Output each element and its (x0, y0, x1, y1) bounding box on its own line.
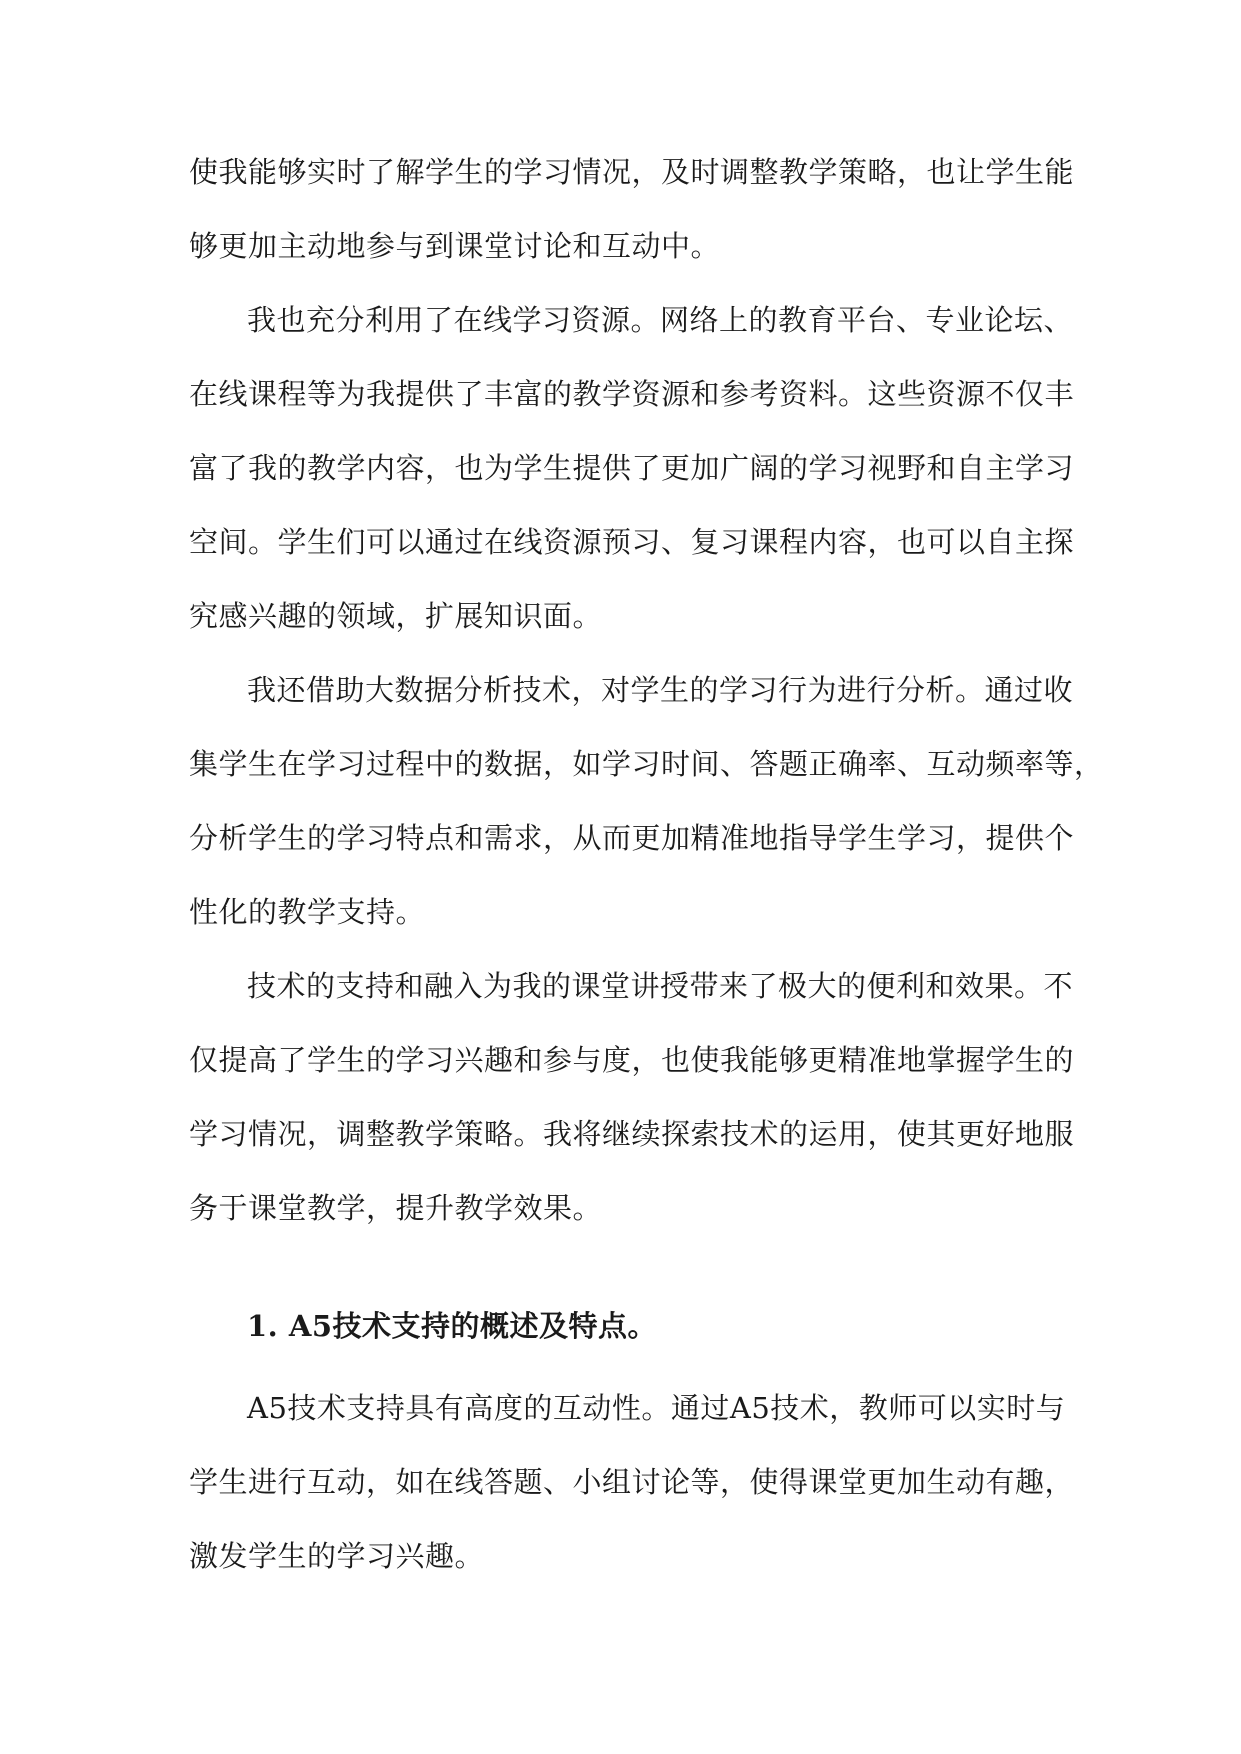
text-line: 空间。学生们可以通过在线资源预习、复习课程内容，也可以自主探 (189, 525, 1075, 559)
text-line: 究感兴趣的领域，扩展知识面。 (189, 599, 603, 633)
text-line: 激发学生的学习兴趣。 (189, 1539, 485, 1573)
text-line: 学习情况，调整教学策略。我将继续探索技术的运用，使其更好地服 (189, 1117, 1075, 1151)
paragraph-first-line: 我还借助大数据分析技术，对学生的学习行为进行分析。通过收 (247, 673, 1074, 707)
text-line: 使我能够实时了解学生的学习情况，及时调整教学策略，也让学生能 (189, 155, 1075, 189)
text-line: 够更加主动地参与到课堂讨论和互动中。 (189, 229, 721, 263)
text-line: 富了我的教学内容，也为学生提供了更加广阔的学习视野和自主学习 (189, 451, 1075, 485)
text-line: 集学生在学习过程中的数据，如学习时间、答题正确率、互动频率等， (189, 747, 1104, 781)
paragraph-first-line: 我也充分利用了在线学习资源。网络上的教育平台、专业论坛、 (247, 303, 1074, 337)
text-line: 分析学生的学习特点和需求，从而更加精准地指导学生学习，提供个 (189, 821, 1075, 855)
text-line: 在线课程等为我提供了丰富的教学资源和参考资料。这些资源不仅丰 (189, 377, 1075, 411)
section-heading: 1. A5技术支持的概述及特点。 (247, 1309, 658, 1343)
paragraph-first-line: 技术的支持和融入为我的课堂讲授带来了极大的便利和效果。不 (247, 969, 1074, 1003)
text-line: 仅提高了学生的学习兴趣和参与度，也使我能够更精准地掌握学生的 (189, 1043, 1075, 1077)
text-line: 学生进行互动，如在线答题、小组讨论等，使得课堂更加生动有趣， (189, 1465, 1075, 1499)
text-line: 性化的教学支持。 (189, 895, 426, 929)
text-line: 务于课堂教学，提升教学效果。 (189, 1191, 603, 1225)
paragraph-first-line: A5技术支持具有高度的互动性。通过A5技术，教师可以实时与 (247, 1391, 1066, 1425)
